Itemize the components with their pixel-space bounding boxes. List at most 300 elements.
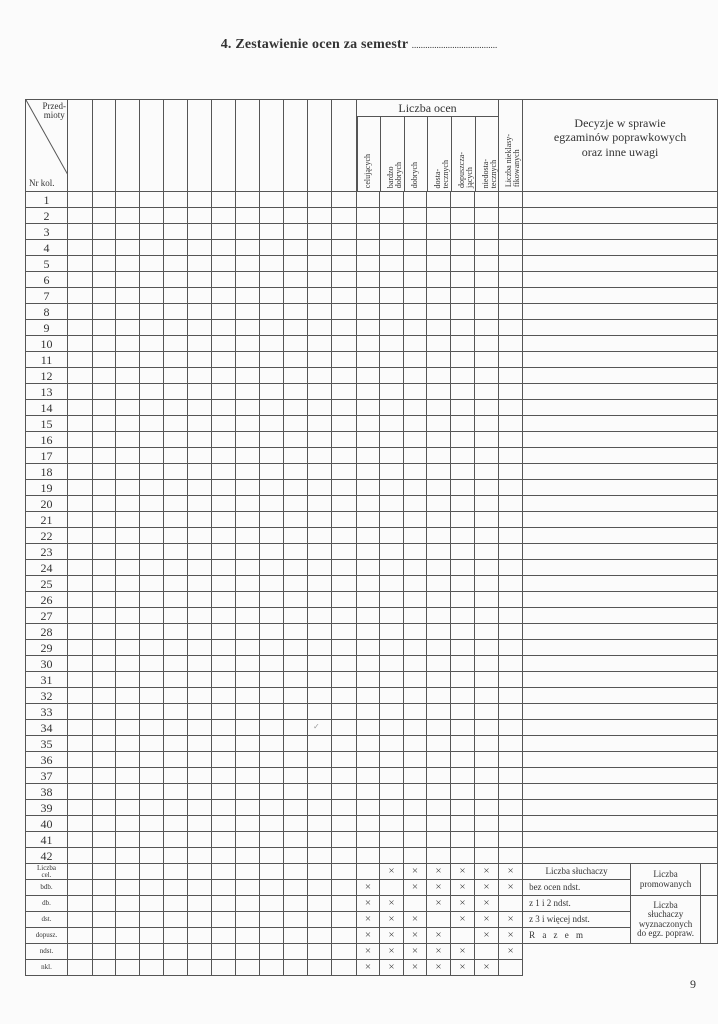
entry-cell[interactable] — [284, 832, 308, 848]
entry-cell[interactable] — [260, 400, 284, 416]
subject-header-cell[interactable] — [260, 100, 284, 192]
decision-cell[interactable] — [523, 816, 718, 832]
entry-cell[interactable] — [427, 384, 451, 400]
entry-cell[interactable] — [332, 624, 357, 640]
summary-entry-cell[interactable] — [308, 880, 332, 896]
entry-cell[interactable] — [93, 224, 116, 240]
entry-cell[interactable] — [475, 384, 499, 400]
entry-cell[interactable] — [164, 208, 188, 224]
summary-entry-cell[interactable] — [164, 880, 188, 896]
entry-cell[interactable] — [236, 592, 260, 608]
entry-cell[interactable] — [68, 784, 93, 800]
entry-cell[interactable] — [427, 640, 451, 656]
summary-entry-cell[interactable] — [93, 944, 116, 960]
entry-cell[interactable] — [68, 528, 93, 544]
summary-entry-cell[interactable] — [116, 960, 140, 976]
entry-cell[interactable] — [308, 256, 332, 272]
entry-cell[interactable] — [212, 576, 236, 592]
entry-cell[interactable] — [404, 848, 427, 864]
entry-cell[interactable] — [380, 416, 404, 432]
entry-cell[interactable] — [404, 352, 427, 368]
entry-cell[interactable] — [332, 672, 357, 688]
entry-cell[interactable] — [212, 768, 236, 784]
entry-cell[interactable] — [164, 256, 188, 272]
entry-cell[interactable] — [164, 352, 188, 368]
entry-cell[interactable] — [380, 384, 404, 400]
entry-cell[interactable] — [212, 224, 236, 240]
summary-entry-cell[interactable] — [93, 912, 116, 928]
entry-cell[interactable] — [427, 800, 451, 816]
entry-cell[interactable] — [499, 384, 523, 400]
entry-cell[interactable] — [164, 368, 188, 384]
entry-cell[interactable] — [212, 656, 236, 672]
entry-cell[interactable] — [380, 464, 404, 480]
entry-cell[interactable] — [212, 816, 236, 832]
entry-cell[interactable] — [188, 592, 212, 608]
entry-cell[interactable] — [140, 544, 164, 560]
entry-cell[interactable] — [404, 592, 427, 608]
entry-cell[interactable] — [332, 656, 357, 672]
entry-cell[interactable] — [260, 752, 284, 768]
entry-cell[interactable] — [499, 720, 523, 736]
entry-cell[interactable] — [188, 240, 212, 256]
entry-cell[interactable] — [212, 560, 236, 576]
entry-cell[interactable] — [116, 224, 140, 240]
entry-cell[interactable] — [68, 384, 93, 400]
entry-cell[interactable] — [451, 736, 475, 752]
entry-cell[interactable] — [475, 304, 499, 320]
entry-cell[interactable] — [93, 784, 116, 800]
entry-cell[interactable] — [404, 784, 427, 800]
entry-cell[interactable] — [308, 704, 332, 720]
entry-cell[interactable] — [236, 320, 260, 336]
entry-cell[interactable] — [451, 256, 475, 272]
entry-cell[interactable] — [332, 512, 357, 528]
entry-cell[interactable] — [140, 816, 164, 832]
entry-cell[interactable] — [93, 464, 116, 480]
summary-entry-cell[interactable] — [284, 880, 308, 896]
entry-cell[interactable] — [68, 272, 93, 288]
entry-cell[interactable] — [475, 208, 499, 224]
summary-entry-cell[interactable] — [212, 896, 236, 912]
entry-cell[interactable] — [260, 288, 284, 304]
entry-cell[interactable] — [212, 832, 236, 848]
summary-entry-cell[interactable] — [284, 912, 308, 928]
entry-cell[interactable] — [308, 352, 332, 368]
entry-cell[interactable] — [451, 224, 475, 240]
entry-cell[interactable] — [308, 608, 332, 624]
entry-cell[interactable] — [93, 768, 116, 784]
entry-cell[interactable] — [236, 384, 260, 400]
summary-entry-cell[interactable] — [164, 928, 188, 944]
entry-cell[interactable] — [332, 592, 357, 608]
entry-cell[interactable] — [404, 288, 427, 304]
entry-cell[interactable] — [68, 640, 93, 656]
entry-cell[interactable] — [451, 704, 475, 720]
decision-cell[interactable] — [523, 528, 718, 544]
entry-cell[interactable] — [284, 784, 308, 800]
entry-cell[interactable] — [164, 720, 188, 736]
entry-cell[interactable] — [212, 464, 236, 480]
entry-cell[interactable] — [380, 656, 404, 672]
entry-cell[interactable] — [357, 640, 380, 656]
entry-cell[interactable] — [284, 368, 308, 384]
entry-cell[interactable] — [164, 832, 188, 848]
entry-cell[interactable] — [475, 752, 499, 768]
entry-cell[interactable] — [475, 592, 499, 608]
entry-cell[interactable] — [332, 384, 357, 400]
entry-cell[interactable] — [380, 544, 404, 560]
entry-cell[interactable] — [236, 832, 260, 848]
entry-cell[interactable] — [357, 240, 380, 256]
entry-cell[interactable] — [93, 480, 116, 496]
entry-cell[interactable] — [212, 352, 236, 368]
entry-cell[interactable] — [212, 848, 236, 864]
entry-cell[interactable] — [357, 784, 380, 800]
entry-cell[interactable] — [236, 720, 260, 736]
entry-cell[interactable] — [404, 432, 427, 448]
entry-cell[interactable] — [427, 752, 451, 768]
entry-cell[interactable] — [68, 672, 93, 688]
entry-cell[interactable] — [308, 192, 332, 208]
entry-cell[interactable] — [357, 528, 380, 544]
entry-cell[interactable] — [188, 752, 212, 768]
entry-cell[interactable] — [451, 352, 475, 368]
entry-cell[interactable] — [260, 640, 284, 656]
entry-cell[interactable] — [236, 464, 260, 480]
entry-cell[interactable] — [427, 464, 451, 480]
decision-cell[interactable] — [523, 272, 718, 288]
entry-cell[interactable] — [475, 624, 499, 640]
summary-entry-cell[interactable] — [164, 944, 188, 960]
entry-cell[interactable] — [140, 416, 164, 432]
decision-cell[interactable] — [523, 640, 718, 656]
entry-cell[interactable] — [357, 752, 380, 768]
entry-cell[interactable] — [427, 672, 451, 688]
entry-cell[interactable] — [475, 352, 499, 368]
entry-cell[interactable] — [116, 304, 140, 320]
entry-cell[interactable] — [308, 288, 332, 304]
entry-cell[interactable] — [308, 624, 332, 640]
entry-cell[interactable] — [116, 336, 140, 352]
summary-entry-cell[interactable] — [116, 864, 140, 880]
entry-cell[interactable] — [260, 224, 284, 240]
entry-cell[interactable] — [116, 352, 140, 368]
entry-cell[interactable] — [332, 800, 357, 816]
entry-cell[interactable] — [427, 512, 451, 528]
entry-cell[interactable] — [380, 720, 404, 736]
entry-cell[interactable] — [164, 336, 188, 352]
entry-cell[interactable] — [380, 608, 404, 624]
entry-cell[interactable] — [284, 672, 308, 688]
entry-cell[interactable] — [116, 640, 140, 656]
entry-cell[interactable] — [427, 592, 451, 608]
entry-cell[interactable] — [404, 384, 427, 400]
entry-cell[interactable] — [357, 608, 380, 624]
entry-cell[interactable] — [475, 656, 499, 672]
entry-cell[interactable] — [499, 496, 523, 512]
entry-cell[interactable] — [140, 624, 164, 640]
entry-cell[interactable] — [93, 336, 116, 352]
entry-cell[interactable] — [499, 544, 523, 560]
entry-cell[interactable] — [93, 656, 116, 672]
entry-cell[interactable] — [499, 624, 523, 640]
entry-cell[interactable] — [116, 288, 140, 304]
entry-cell[interactable] — [499, 768, 523, 784]
entry-cell[interactable] — [93, 640, 116, 656]
entry-cell[interactable] — [451, 368, 475, 384]
summary-entry-cell[interactable] — [140, 944, 164, 960]
summary-entry-cell[interactable] — [236, 912, 260, 928]
entry-cell[interactable] — [93, 800, 116, 816]
entry-cell[interactable] — [140, 304, 164, 320]
summary-entry-cell[interactable] — [212, 912, 236, 928]
entry-cell[interactable] — [188, 720, 212, 736]
entry-cell[interactable] — [164, 704, 188, 720]
decision-cell[interactable] — [523, 752, 718, 768]
entry-cell[interactable] — [475, 816, 499, 832]
entry-cell[interactable] — [332, 608, 357, 624]
entry-cell[interactable] — [68, 576, 93, 592]
entry-cell[interactable] — [284, 224, 308, 240]
entry-cell[interactable] — [236, 304, 260, 320]
entry-cell[interactable] — [404, 240, 427, 256]
entry-cell[interactable] — [284, 576, 308, 592]
entry-cell[interactable] — [308, 224, 332, 240]
entry-cell[interactable] — [451, 576, 475, 592]
entry-cell[interactable] — [116, 672, 140, 688]
entry-cell[interactable] — [68, 544, 93, 560]
entry-cell[interactable] — [236, 784, 260, 800]
entry-cell[interactable] — [499, 368, 523, 384]
entry-cell[interactable] — [188, 640, 212, 656]
entry-cell[interactable] — [188, 384, 212, 400]
entry-cell[interactable] — [380, 704, 404, 720]
summary-entry-cell[interactable] — [260, 880, 284, 896]
entry-cell[interactable] — [188, 672, 212, 688]
entry-cell[interactable] — [284, 512, 308, 528]
entry-cell[interactable] — [284, 304, 308, 320]
entry-cell[interactable] — [499, 656, 523, 672]
entry-cell[interactable] — [188, 304, 212, 320]
entry-cell[interactable] — [260, 320, 284, 336]
summary-entry-cell[interactable] — [236, 944, 260, 960]
entry-cell[interactable] — [93, 384, 116, 400]
entry-cell[interactable] — [404, 704, 427, 720]
entry-cell[interactable] — [140, 528, 164, 544]
entry-cell[interactable] — [212, 432, 236, 448]
entry-cell[interactable] — [475, 800, 499, 816]
entry-cell[interactable] — [93, 704, 116, 720]
entry-cell[interactable] — [164, 496, 188, 512]
entry-cell[interactable] — [284, 288, 308, 304]
entry-cell[interactable] — [236, 400, 260, 416]
subject-header-cell[interactable] — [212, 100, 236, 192]
entry-cell[interactable] — [499, 288, 523, 304]
decision-cell[interactable] — [523, 464, 718, 480]
entry-cell[interactable] — [499, 640, 523, 656]
summary-entry-cell[interactable] — [116, 944, 140, 960]
summary-entry-cell[interactable] — [236, 896, 260, 912]
entry-cell[interactable] — [332, 560, 357, 576]
entry-cell[interactable] — [68, 192, 93, 208]
summary-entry-cell[interactable] — [188, 960, 212, 976]
summary-entry-cell[interactable] — [332, 864, 357, 880]
decision-cell[interactable] — [523, 736, 718, 752]
entry-cell[interactable] — [188, 704, 212, 720]
entry-cell[interactable] — [475, 400, 499, 416]
entry-cell[interactable] — [380, 800, 404, 816]
entry-cell[interactable] — [236, 768, 260, 784]
entry-cell[interactable] — [404, 496, 427, 512]
entry-cell[interactable] — [475, 768, 499, 784]
entry-cell[interactable] — [140, 288, 164, 304]
entry-cell[interactable] — [284, 592, 308, 608]
entry-cell[interactable] — [68, 512, 93, 528]
entry-cell[interactable] — [380, 752, 404, 768]
entry-cell[interactable] — [260, 192, 284, 208]
entry-cell[interactable] — [68, 400, 93, 416]
entry-cell[interactable] — [236, 800, 260, 816]
entry-cell[interactable] — [236, 560, 260, 576]
entry-cell[interactable] — [116, 208, 140, 224]
summary-entry-cell[interactable] — [164, 864, 188, 880]
decision-cell[interactable] — [523, 224, 718, 240]
entry-cell[interactable] — [308, 480, 332, 496]
entry-cell[interactable] — [68, 832, 93, 848]
entry-cell[interactable] — [332, 416, 357, 432]
entry-cell[interactable] — [188, 448, 212, 464]
entry-cell[interactable] — [260, 656, 284, 672]
entry-cell[interactable] — [499, 832, 523, 848]
entry-cell[interactable] — [380, 496, 404, 512]
entry-cell[interactable] — [357, 704, 380, 720]
entry-cell[interactable] — [164, 768, 188, 784]
summary-entry-cell[interactable] — [332, 944, 357, 960]
entry-cell[interactable] — [188, 736, 212, 752]
entry-cell[interactable] — [140, 336, 164, 352]
entry-cell[interactable] — [284, 720, 308, 736]
summary-entry-cell[interactable] — [68, 944, 93, 960]
entry-cell[interactable] — [93, 368, 116, 384]
entry-cell[interactable] — [140, 608, 164, 624]
entry-cell[interactable] — [164, 752, 188, 768]
entry-cell[interactable] — [93, 448, 116, 464]
entry-cell[interactable] — [499, 480, 523, 496]
entry-cell[interactable] — [93, 352, 116, 368]
summary-entry-cell[interactable] — [93, 880, 116, 896]
entry-cell[interactable] — [188, 528, 212, 544]
summary-entry-cell[interactable] — [140, 928, 164, 944]
entry-cell[interactable] — [308, 448, 332, 464]
entry-cell[interactable] — [164, 224, 188, 240]
entry-cell[interactable] — [164, 272, 188, 288]
entry-cell[interactable] — [427, 720, 451, 736]
entry-cell[interactable] — [357, 800, 380, 816]
entry-cell[interactable] — [427, 832, 451, 848]
summary-entry-cell[interactable] — [308, 928, 332, 944]
entry-cell[interactable] — [212, 448, 236, 464]
entry-cell[interactable] — [68, 224, 93, 240]
entry-cell[interactable] — [308, 592, 332, 608]
entry-cell[interactable] — [93, 496, 116, 512]
entry-cell[interactable] — [164, 544, 188, 560]
entry-cell[interactable] — [260, 720, 284, 736]
entry-cell[interactable] — [404, 416, 427, 432]
entry-cell[interactable] — [93, 752, 116, 768]
entry-cell[interactable] — [93, 416, 116, 432]
entry-cell[interactable] — [357, 544, 380, 560]
entry-cell[interactable] — [499, 448, 523, 464]
entry-cell[interactable] — [68, 496, 93, 512]
entry-cell[interactable] — [451, 416, 475, 432]
entry-cell[interactable] — [116, 592, 140, 608]
summary-entry-cell[interactable] — [260, 912, 284, 928]
entry-cell[interactable] — [68, 288, 93, 304]
entry-cell[interactable] — [451, 752, 475, 768]
entry-cell[interactable] — [308, 640, 332, 656]
entry-cell[interactable] — [380, 192, 404, 208]
entry-cell[interactable] — [212, 704, 236, 720]
entry-cell[interactable] — [68, 320, 93, 336]
entry-cell[interactable] — [164, 528, 188, 544]
entry-cell[interactable] — [427, 656, 451, 672]
entry-cell[interactable] — [284, 816, 308, 832]
summary-entry-cell[interactable] — [260, 960, 284, 976]
entry-cell[interactable] — [357, 288, 380, 304]
entry-cell[interactable] — [93, 688, 116, 704]
entry-cell[interactable] — [68, 304, 93, 320]
entry-cell[interactable] — [499, 672, 523, 688]
entry-cell[interactable] — [404, 672, 427, 688]
decision-cell[interactable] — [523, 256, 718, 272]
entry-cell[interactable] — [284, 336, 308, 352]
entry-cell[interactable] — [93, 304, 116, 320]
entry-cell[interactable] — [332, 240, 357, 256]
entry-cell[interactable] — [332, 768, 357, 784]
entry-cell[interactable] — [427, 256, 451, 272]
entry-cell[interactable] — [404, 800, 427, 816]
entry-cell[interactable] — [475, 416, 499, 432]
entry-cell[interactable] — [427, 336, 451, 352]
entry-cell[interactable] — [116, 704, 140, 720]
entry-cell[interactable] — [212, 688, 236, 704]
entry-cell[interactable] — [116, 448, 140, 464]
entry-cell[interactable] — [308, 272, 332, 288]
entry-cell[interactable] — [188, 784, 212, 800]
entry-cell[interactable] — [499, 256, 523, 272]
entry-cell[interactable] — [404, 256, 427, 272]
entry-cell[interactable] — [260, 816, 284, 832]
entry-cell[interactable] — [68, 448, 93, 464]
summary-entry-cell[interactable] — [236, 880, 260, 896]
entry-cell[interactable] — [451, 272, 475, 288]
entry-cell[interactable] — [499, 240, 523, 256]
entry-cell[interactable] — [140, 832, 164, 848]
entry-cell[interactable] — [140, 512, 164, 528]
entry-cell[interactable] — [236, 544, 260, 560]
entry-cell[interactable] — [93, 256, 116, 272]
entry-cell[interactable] — [188, 624, 212, 640]
entry-cell[interactable] — [357, 448, 380, 464]
entry-cell[interactable] — [332, 320, 357, 336]
entry-cell[interactable] — [357, 496, 380, 512]
entry-cell[interactable] — [284, 640, 308, 656]
entry-cell[interactable] — [260, 704, 284, 720]
entry-cell[interactable] — [357, 512, 380, 528]
decision-cell[interactable] — [523, 560, 718, 576]
entry-cell[interactable] — [164, 848, 188, 864]
